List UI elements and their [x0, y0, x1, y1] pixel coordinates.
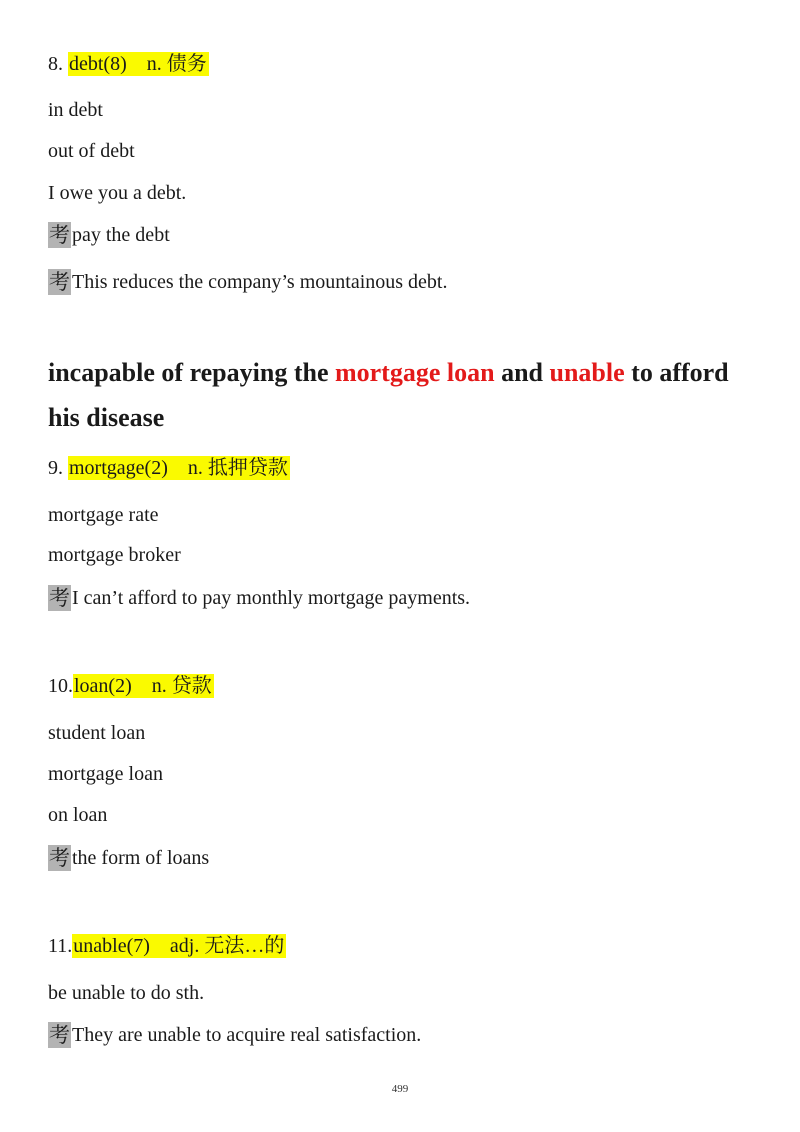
exam-mark: 考 — [49, 846, 70, 870]
sentence-keyword: mortgage loan — [334, 358, 495, 387]
phrase-line: mortgage broker — [48, 544, 181, 566]
phrase-line: in debt — [48, 99, 103, 121]
page-number: 499 — [391, 1083, 409, 1095]
entry-9-heading — [48, 456, 290, 480]
phrase-line: student loan — [48, 722, 146, 744]
phrase-line: be unable to do sth. — [48, 982, 205, 1004]
highlighted-term: loan(2) n. 贷款 — [74, 675, 212, 697]
sentence-text: to afford — [624, 358, 729, 387]
exam-text: I can’t afford to pay monthly mortgage payments. — [72, 587, 471, 609]
key-sentence-line-1 — [48, 358, 729, 388]
entry-number: 10. — [48, 675, 73, 697]
exam-mark: 考 — [49, 270, 70, 294]
entry-number: 9. — [48, 457, 63, 479]
sentence-text: and — [494, 358, 550, 387]
phrase-line: mortgage loan — [48, 763, 163, 785]
highlighted-term: debt(8) n. 债务 — [69, 53, 207, 75]
phrase-line: on loan — [48, 804, 108, 826]
key-sentence-line-2: his disease — [48, 403, 165, 432]
entry-8-heading — [48, 52, 209, 76]
exam-line — [48, 222, 170, 248]
exam-text: This reduces the company’s mountainous debt. — [72, 271, 448, 293]
exam-text: the form of loans — [72, 847, 210, 869]
highlighted-term: mortgage(2) n. 抵押贷款 — [69, 457, 288, 479]
phrase-line: mortgage rate — [48, 504, 159, 526]
entry-10-heading — [48, 674, 214, 698]
sentence-text: incapable of repaying the — [48, 358, 335, 387]
phrase-line: out of debt — [48, 140, 135, 162]
exam-text: pay the debt — [72, 224, 170, 246]
exam-line — [48, 269, 447, 295]
exam-line — [48, 845, 209, 871]
exam-mark: 考 — [49, 223, 70, 247]
entry-11-heading — [48, 934, 286, 958]
exam-mark: 考 — [49, 1023, 70, 1047]
phrase-line: I owe you a debt. — [48, 182, 187, 204]
exam-line — [48, 585, 470, 611]
highlighted-term: unable(7) adj. 无法…的 — [73, 935, 285, 957]
entry-number: 8. — [48, 53, 63, 75]
exam-text: They are unable to acquire real satisfaction. — [72, 1024, 422, 1046]
exam-line — [48, 1022, 421, 1048]
sentence-keyword: unable — [549, 358, 625, 387]
entry-number: 11. — [48, 935, 73, 957]
exam-mark: 考 — [49, 586, 70, 610]
